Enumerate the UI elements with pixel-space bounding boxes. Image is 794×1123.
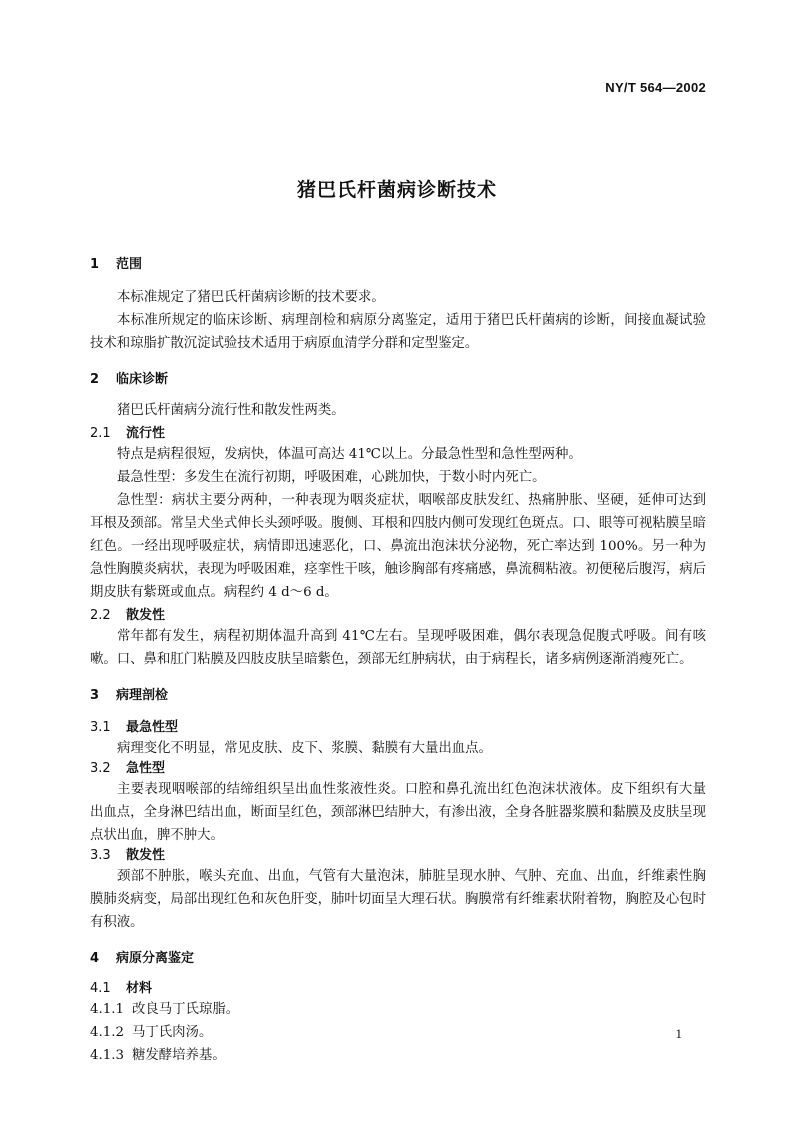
list-item: [90, 1044, 706, 1067]
subsection-number: 4.1: [90, 981, 111, 996]
section-number: 2: [90, 372, 100, 387]
section-title: 病原分离鉴定: [116, 951, 195, 966]
section-title: 临床诊断: [116, 372, 169, 387]
section-heading: [90, 950, 706, 968]
list-item: [90, 1021, 706, 1044]
item-number: 4.1.2: [90, 1025, 125, 1040]
section-heading: [90, 256, 706, 274]
page-number: 1: [675, 1026, 682, 1041]
subsection-number: 2.1: [90, 426, 111, 441]
list-item: [90, 998, 706, 1021]
paragraph: 本标准所规定的临床诊断、病理剖检和病原分离鉴定，适用于猪巴氏杆菌病的诊断，间接血凝试验技术和琼脂扩散沉淀试验技术适用于病原血清学分群和定型鉴定。: [90, 313, 706, 351]
item-text: 马丁氏肉汤。: [132, 1025, 213, 1040]
paragraph: 颈部不肿胀，喉头充血、出血，气管有大量泡沫，肺脏呈现水肿、气肿、充血、出血，纤维素性胸膜肺炎病变，局部出现红色和灰色肝变，肺叶切面呈大理石状。胸膜常有纤维素状附着物，胸腔及心包时有积液。: [90, 869, 706, 930]
item-number: 4.1.3: [90, 1048, 125, 1063]
section-title: 范围: [116, 257, 143, 272]
subsection-heading: [90, 719, 706, 737]
subsection-number: 3.2: [90, 761, 111, 776]
subsection-title: 流行性: [126, 426, 166, 441]
section-number: 1: [90, 257, 100, 272]
subsection-heading: [90, 760, 706, 778]
subsection-heading: [90, 607, 706, 625]
subsection-heading: [90, 847, 706, 865]
section-title: 病理剖检: [116, 688, 169, 703]
section-number: 3: [90, 688, 100, 703]
subsection-title: 急性型: [126, 761, 166, 776]
subsection-number: 2.2: [90, 608, 111, 623]
paragraph: 主要表现咽喉部的结缔组织呈出血性浆液性炎。口腔和鼻孔流出红色泡沫状液体。皮下组织有大量出血点，全身淋巴结出血，断面呈红色，颈部淋巴结肿大，有渗出液，全身各脏器浆膜和黏膜及皮肤呈现点状出血，脾不肿大。: [90, 782, 706, 843]
section-number: 4: [90, 951, 100, 966]
subsection-heading: [90, 425, 706, 443]
section-heading: [90, 371, 706, 389]
item-number: 4.1.1: [90, 1002, 125, 1017]
subsection-title: 散发性: [126, 608, 166, 623]
document-title: 猪巴氏杆菌病诊断技术: [296, 179, 497, 201]
paragraph: 猪巴氏杆菌病分流行性和散发性两类。: [117, 403, 345, 418]
subsection-title: 材料: [126, 981, 153, 996]
subsection-title: 散发性: [126, 848, 166, 863]
paragraph: 急性型：病状主要分两种，一种表现为咽炎症状，咽喉部皮肤发红、热痛肿胀、坚硬，延伸可达到耳根及颈部。常呈犬坐式伸长头颈呼吸。腹侧、耳根和四肢内侧可发现红色斑点。口、眼等可视粘膜呈暗红色。一经出现呼吸症状，病情即迅速恶化，口、鼻流出泡沫状分泌物，死亡率达到 100%。另一种为急性胸膜炎病状，表现为呼吸困难，痉挛性干咳，触诊胸部有疼痛感，鼻流稠粘液。初便秘后腹泻，病后期皮肤有紫斑或血点。病程约 4 d～6 d。: [90, 493, 706, 600]
document-body: [90, 256, 706, 1067]
item-text: 糖发酵培养基。: [132, 1048, 226, 1063]
subsection-number: 3.3: [90, 848, 111, 863]
paragraph: 特点是病程很短，发病快，体温可高达 41℃以上。分最急性型和急性型两种。: [117, 447, 582, 462]
section-heading: [90, 687, 706, 705]
subsection-title: 最急性型: [126, 720, 179, 735]
paragraph: 病理变化不明显，常见皮肤、皮下、浆膜、黏膜有大量出血点。: [117, 741, 492, 756]
item-text: 改良马丁氏琼脂。: [132, 1002, 240, 1017]
paragraph: 本标准规定了猪巴氏杆菌病诊断的技术要求。: [117, 290, 385, 305]
paragraph: 常年都有发生，病程初期体温升高到 41℃左右。呈现呼吸困难，偶尔表现急促腹式呼吸。间有咳嗽。口、鼻和肛门粘膜及四肢皮肤呈暗紫色，颈部无红肿病状，由于病程长，诸多病例逐渐消瘦死亡。: [90, 629, 706, 667]
paragraph: 最急性型：多发生在流行初期，呼吸困难，心跳加快，于数小时内死亡。: [117, 470, 546, 485]
subsection-heading: [90, 980, 706, 998]
subsection-number: 3.1: [90, 720, 111, 735]
standard-number: NY/T 564—2002: [605, 80, 706, 95]
